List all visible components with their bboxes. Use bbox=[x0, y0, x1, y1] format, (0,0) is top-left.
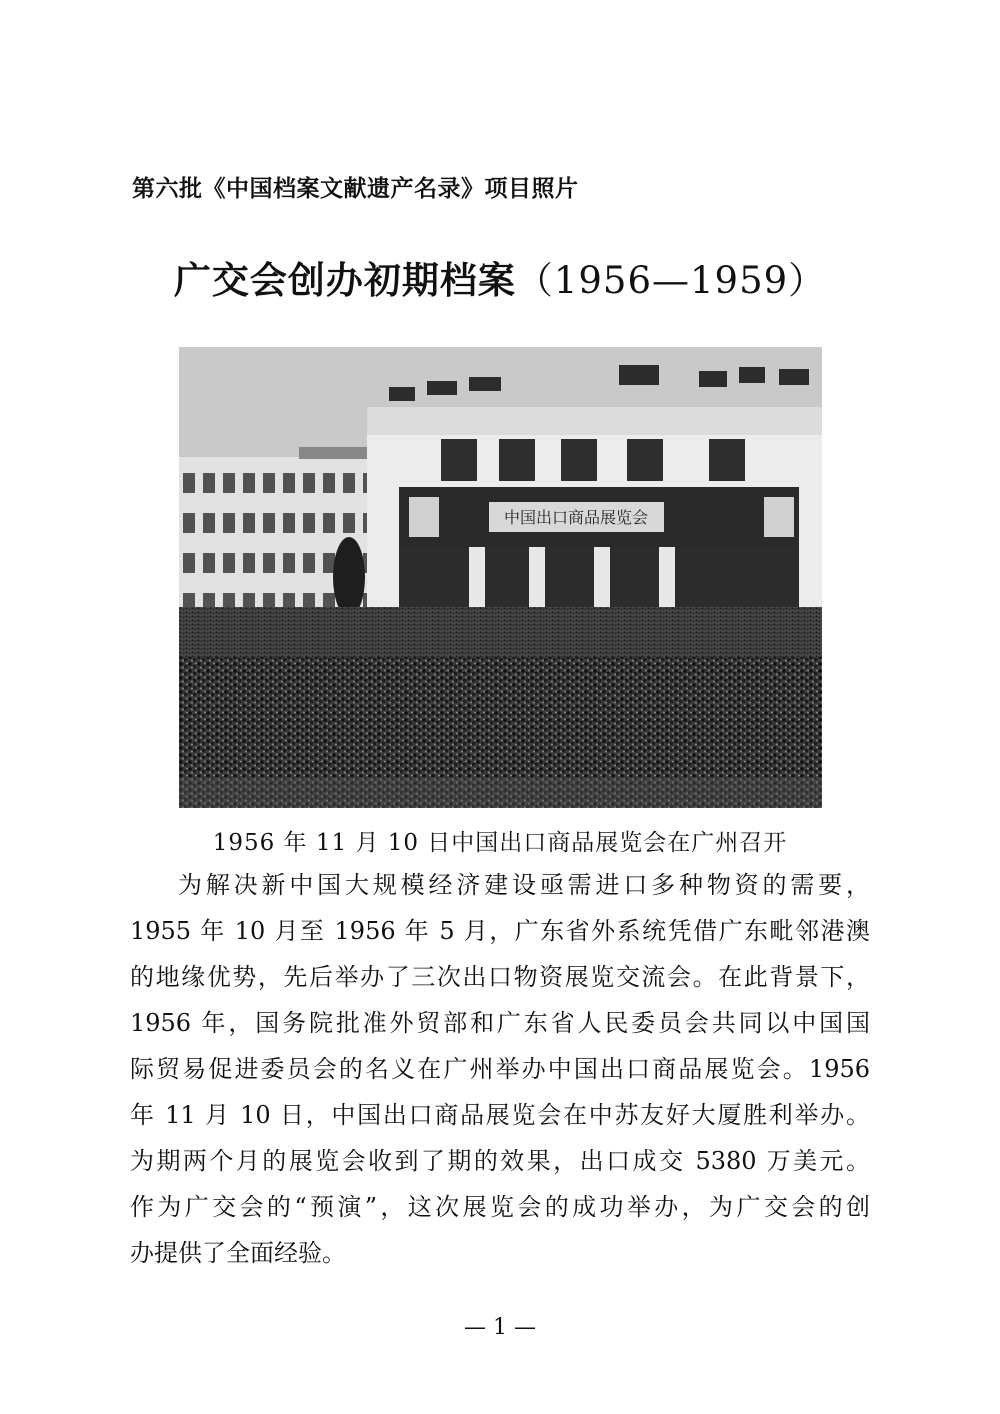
document-title bbox=[0, 250, 1000, 304]
photo-sign-text: 中国出口商品展览会 bbox=[503, 508, 649, 527]
historical-photo bbox=[179, 347, 822, 808]
body-line: 年 11 月 10 日，中国出口商品展览会在中苏友好大厦胜利举办。 bbox=[130, 1101, 870, 1129]
document-title-text: 广交会创办初期档案 bbox=[173, 258, 516, 302]
body-line: 作为广交会的“预演”，这次展览会的成功举办，为广交会的创 bbox=[130, 1193, 870, 1221]
body-line: 的地缘优势，先后举办了三次出口物资展览交流会。在此背景下， bbox=[130, 963, 870, 991]
photo-caption: 1956 年 11 月 10 日中国出口商品展览会在广州召开 bbox=[212, 830, 788, 856]
body-line: 1955 年 10 月至 1956 年 5 月，广东省外系统凭借广东毗邻港澳 bbox=[130, 917, 870, 945]
body-line: 1956 年，国务院批准外贸部和广东省人民委员会共同以中国国 bbox=[130, 1009, 870, 1037]
series-title: 第六批《中国档案文献遗产名录》项目照片 bbox=[132, 176, 579, 202]
body-line: 办提供了全面经验。 bbox=[130, 1239, 346, 1267]
body-line: 为期两个月的展览会收到了期的效果，出口成交 5380 万美元。 bbox=[130, 1147, 870, 1175]
body-line: 为解决新中国大规模经济建设亟需进口多种物资的需要， bbox=[178, 871, 870, 899]
document-title-years: （1956—1959） bbox=[515, 259, 827, 302]
body-line: 际贸易促进委员会的名义在广州举办中国出口商品展览会。1956 bbox=[130, 1055, 870, 1083]
page-number: — 1 — bbox=[464, 1315, 536, 1340]
body-paragraph bbox=[130, 862, 870, 1276]
